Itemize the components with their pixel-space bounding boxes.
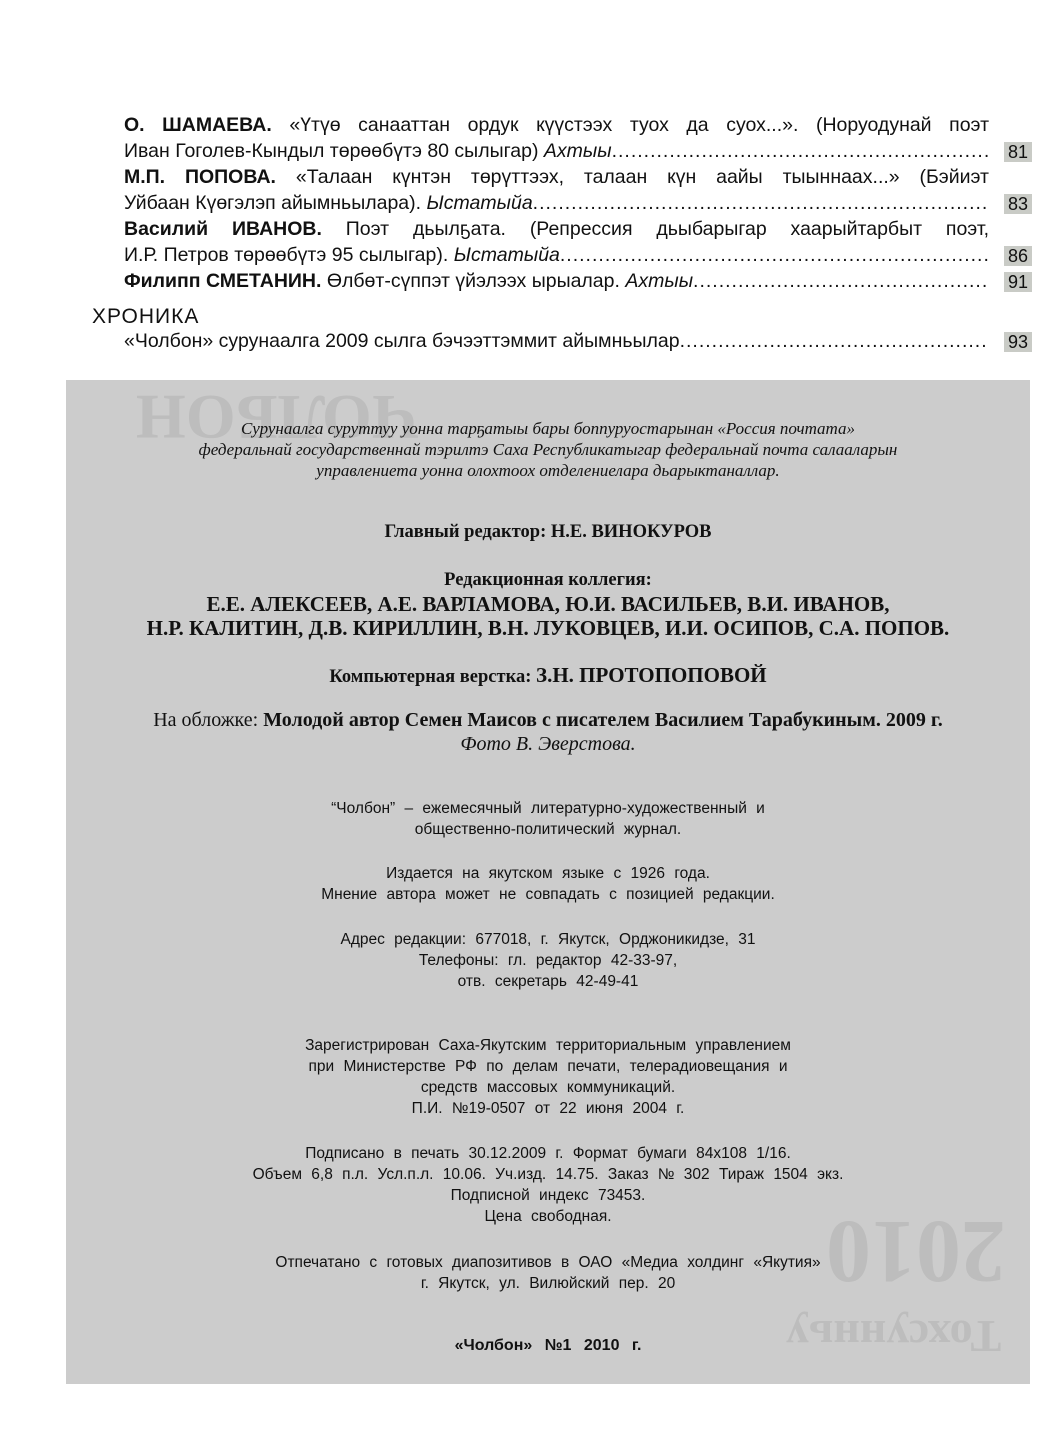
cover-caption xyxy=(66,708,1030,756)
toc-entry-line xyxy=(124,328,989,354)
toc-author: Василий ИВАНОВ. xyxy=(124,218,322,240)
layout-label: Компьютерная верстка: xyxy=(329,667,537,687)
toc-entry xyxy=(124,112,1032,164)
toc-entry-line xyxy=(124,216,989,242)
chronicle-list xyxy=(124,328,1032,354)
toc-page-number: 86 xyxy=(1004,246,1032,266)
registration-line: Зарегистрирован Саха-Якутским территориальным управлением xyxy=(305,1037,791,1054)
toc-page-number: 93 xyxy=(1004,332,1032,352)
photo-credit: Фото В. Эверстова. xyxy=(460,733,636,755)
layout-credit xyxy=(66,663,1030,688)
print-specs xyxy=(66,1143,1030,1227)
printer-address: г. Якутск, ул. Вилюйский пер. 20 xyxy=(420,1275,676,1292)
registration-number: П.И. №19-0507 от 22 июня 2004 г. xyxy=(411,1100,685,1117)
editorial-board-title: Редакционная коллегия: xyxy=(444,570,652,590)
toc-title: «Чолбон» сурунаалга 2009 сылга бэчээттэммит айымньылар xyxy=(124,330,680,352)
toc-leader-dots xyxy=(680,328,989,354)
subscription-index: Подписной индекс 73453. xyxy=(450,1187,646,1204)
toc-entry xyxy=(124,216,1032,268)
registration-line: средств массовых коммуникаций. xyxy=(420,1079,676,1096)
toc-entry-line xyxy=(124,190,989,216)
toc-title: «Талаан күнтэн төрүттээх, талаан күн аайы тыыннаах...» (Бэйиэт xyxy=(275,166,989,188)
printer-line: Отпечатано с готовых диапозитивов в ОАО «Медиа холдинг «Якутия» xyxy=(275,1254,821,1271)
cover-text: Молодой автор Семен Маисов с писателем Василием Тарабукиным. 2009 г. xyxy=(263,709,943,731)
toc-author: О. ШАМАЕВА. xyxy=(124,114,272,136)
toc-entry-line xyxy=(124,268,989,294)
toc-page-number: 81 xyxy=(1004,142,1032,162)
toc-leader-dots xyxy=(612,138,989,164)
toc-title: Иван Гоголев-Кындыл төрөөбүтэ 80 сылыгар) xyxy=(124,140,544,162)
chief-editor: Главный редактор: Н.Е. ВИНОКУРОВ xyxy=(384,522,712,542)
printer-info xyxy=(66,1252,1030,1294)
background-cover-image: Тохсунньу xyxy=(786,1311,1002,1362)
subscription-note xyxy=(66,418,1030,481)
print-spec-line: Подписано в печать 30.12.2009 г. Формат бумаги 84х108 1/16. xyxy=(305,1145,791,1162)
toc-genre: Ыстатыйа xyxy=(453,244,560,266)
registration-line: при Министерстве РФ по делам печати, телерадиовещания и xyxy=(308,1058,788,1075)
phone-line: Телефоны: гл. редактор 42-33-97, xyxy=(418,952,678,969)
toc-title: Өлбөт-сүппэт үйэлээх ырыалар. xyxy=(321,270,626,292)
publication-line: Мнение автора может не совпадать с позицией редакции. xyxy=(321,886,775,903)
toc-leader-dots xyxy=(533,190,989,216)
print-spec-line: Объем 6,8 п.л. Усл.п.л. 10.06. Уч.изд. 14.75. Заказ № 302 Тираж 1504 экз. xyxy=(252,1166,844,1183)
toc-title: «Үтүө санааттан ордук күүстээх туох да суох...». (Норуодунай поэт xyxy=(271,114,990,136)
toc-page-number: 91 xyxy=(1004,272,1032,292)
editorial-address xyxy=(66,929,1030,992)
imprint-panel xyxy=(66,380,1030,1384)
toc-entry xyxy=(124,164,1032,216)
note-line: управлениета уонна олохтоох отделениелара дьарыктаналлар. xyxy=(316,461,780,480)
editorial-board-members xyxy=(66,592,1030,640)
toc-entry xyxy=(124,268,1032,294)
description-line: общественно-политический журнал. xyxy=(414,821,682,838)
note-line: федеральнай государственнай тэрилтэ Саха Республикатыгар федеральнай почта салааларын xyxy=(198,440,898,459)
publication-info xyxy=(66,863,1030,905)
journal-description xyxy=(66,798,1030,840)
toc-entry-line xyxy=(124,242,989,268)
toc-title: И.Р. Петров төрөөбүтэ 95 сылыгар). xyxy=(124,244,454,266)
toc-author: М.П. ПОПОВА. xyxy=(124,166,276,188)
toc-genre: Ахтыы xyxy=(543,140,612,162)
table-of-contents xyxy=(124,112,1032,294)
publication-line: Издается на якутском языке с 1926 года. xyxy=(386,865,710,882)
note-line: Сурунаалга суруттуу уонна тарҕатыы бары боппуруостарынан «Россия почтата» xyxy=(240,419,856,438)
layout-name: З.Н. ПРОТОПОПОВОЙ xyxy=(536,663,767,687)
toc-genre: Ыстатыйа xyxy=(426,192,533,214)
toc-title: Поэт дьылҕата. (Репрессия дьыбарыгар хаарыйтарбыт поэт, xyxy=(321,218,990,240)
toc-genre: Ахтыы xyxy=(625,270,694,292)
section-title: ХРОНИКА xyxy=(92,305,200,328)
board-line: Е.Е. АЛЕКСЕЕВ, А.Е. ВАРЛАМОВА, Ю.И. ВАСИЛЬЕВ, В.И. ИВАНОВ, xyxy=(206,592,890,616)
toc-leader-dots xyxy=(693,268,989,294)
description-line: “Чолбон” – ежемесячный литературно-художественный и xyxy=(331,800,765,817)
registration-info xyxy=(66,1035,1030,1119)
cover-label: На обложке: xyxy=(153,709,264,731)
toc-title: Уйбаан Күөгэлэп айымньылара). xyxy=(124,192,427,214)
toc-entry-line xyxy=(124,164,989,190)
toc-entry-line xyxy=(124,112,989,138)
toc-page-number: 83 xyxy=(1004,194,1032,214)
toc-entry xyxy=(124,328,1032,354)
toc-entry-line xyxy=(124,138,989,164)
phone-line: отв. секретарь 42-49-41 xyxy=(457,973,639,990)
board-line: Н.Р. КАЛИТИН, Д.В. КИРИЛЛИН, В.Н. ЛУКОВЦЕВ, И.И. ОСИПОВ, С.А. ПОПОВ. xyxy=(146,616,950,640)
issue-number: «Чолбон» №1 2010 г. xyxy=(454,1337,642,1354)
background-cover-image: ЧОЛБОН xyxy=(136,382,419,453)
toc-author: Филипп СМЕТАНИН. xyxy=(124,270,322,292)
background-cover-image: 2010 xyxy=(826,1202,1006,1301)
price-line: Цена свободная. xyxy=(484,1208,612,1225)
toc-leader-dots xyxy=(560,242,989,268)
address-line: Адрес редакции: 677018, г. Якутск, Орджоникидзе, 31 xyxy=(340,931,756,948)
